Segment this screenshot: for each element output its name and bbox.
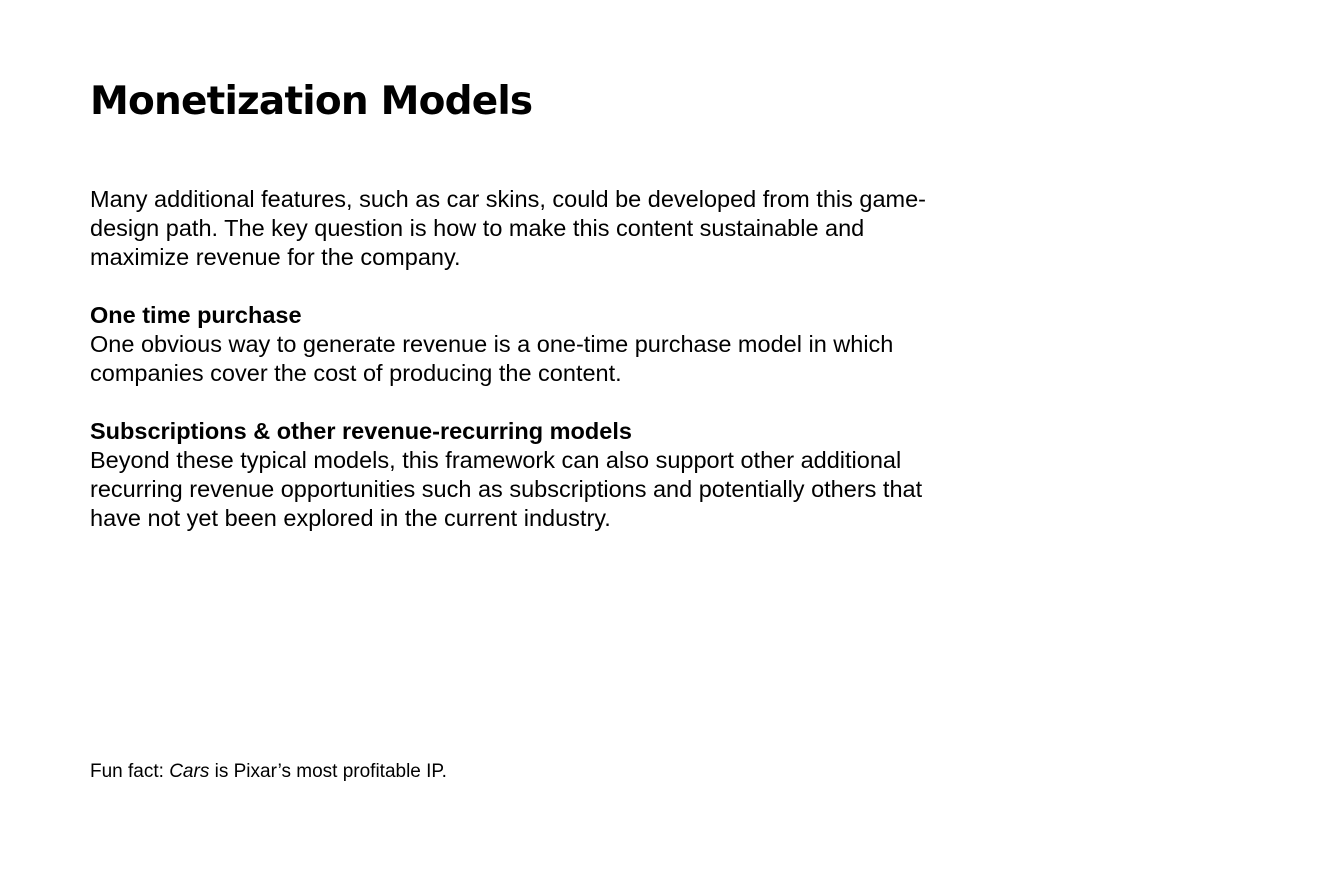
fun-fact-prefix: Fun fact:	[90, 761, 170, 782]
fun-fact-suffix: is Pixar’s most profitable IP.	[209, 761, 447, 782]
section-heading: Subscriptions & other revenue-recurring models	[90, 418, 632, 444]
intro-paragraph: Many additional features, such as car skins, could be developed from this game-design path. The key question is how to make this content sustainable and maximize revenue for the company.	[90, 186, 926, 270]
section-text: Beyond these typical models, this framework can also support other additional recurring revenue opportunities such as subscriptions and potentially others that have not yet been explored in the current industry.	[90, 447, 923, 531]
body-text	[90, 185, 950, 562]
section-text: One obvious way to generate revenue is a one-time purchase model in which companies cover the cost of producing the content.	[90, 331, 894, 386]
section-heading: One time purchase	[90, 302, 302, 328]
fun-fact-note	[90, 759, 447, 785]
fun-fact-emphasis: Cars	[169, 761, 210, 782]
section-subscriptions	[90, 417, 950, 533]
section-one-time-purchase	[90, 301, 950, 388]
page-title: Monetization Models	[90, 79, 533, 124]
